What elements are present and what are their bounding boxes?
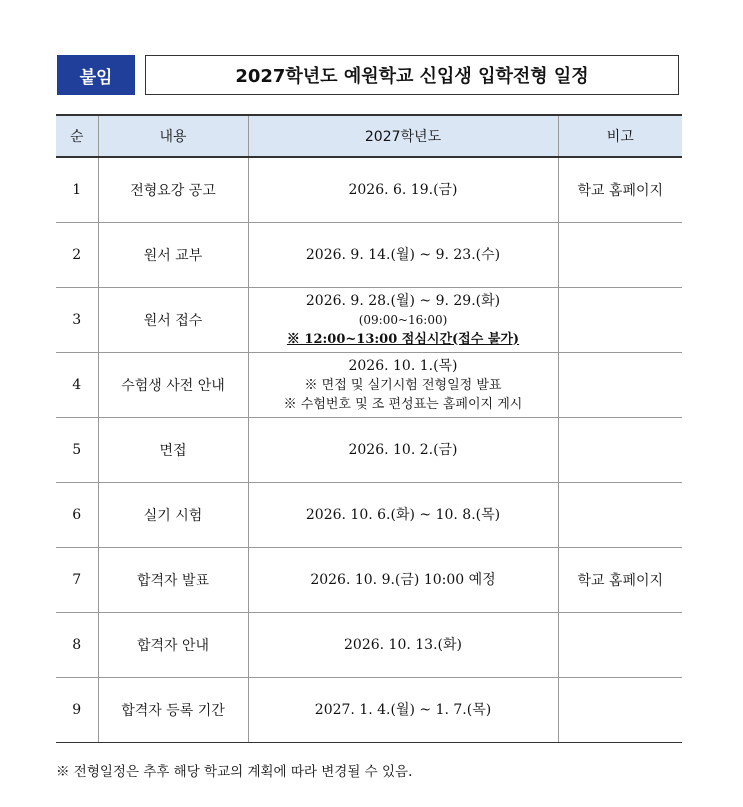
time-range: (09:00~16:00) xyxy=(358,312,448,327)
date-line: 2026. 10. 6.(화) ~ 10. 8.(목) xyxy=(305,506,501,523)
row-note xyxy=(558,613,682,678)
date-line: 2026. 9. 28.(월) ~ 9. 29.(화) xyxy=(305,292,501,309)
row-note xyxy=(558,353,682,418)
row-date xyxy=(248,288,558,353)
table-row xyxy=(56,613,682,678)
row-note xyxy=(558,418,682,483)
row-note xyxy=(558,223,682,288)
table-row xyxy=(56,223,682,288)
document-title: 2027학년도 예원학교 신입생 입학전형 일정 xyxy=(145,55,679,95)
header-date: 2027학년도 xyxy=(248,115,558,157)
row-no: 3 xyxy=(56,288,98,353)
row-date xyxy=(248,353,558,418)
table-row xyxy=(56,288,682,353)
header-no: 순 xyxy=(56,115,98,157)
table-row xyxy=(56,678,682,743)
row-no: 9 xyxy=(56,678,98,743)
row-item: 원서 접수 xyxy=(98,288,248,353)
header-item: 내용 xyxy=(98,115,248,157)
table-row xyxy=(56,157,682,223)
row-no: 4 xyxy=(56,353,98,418)
row-item: 합격자 등록 기간 xyxy=(98,678,248,743)
schedule-table xyxy=(56,114,682,743)
row-no: 6 xyxy=(56,483,98,548)
lunch-note: ※ 12:00~13:00 점심시간(접수 불가) xyxy=(286,331,520,347)
table-row xyxy=(56,483,682,548)
date-line: 2027. 1. 4.(월) ~ 1. 7.(목) xyxy=(314,701,492,718)
row-no: 1 xyxy=(56,157,98,223)
footnote: ※ 전형일정은 추후 해당 학교의 계획에 따라 변경될 수 있음. xyxy=(56,764,413,780)
row-note xyxy=(558,483,682,548)
row-date xyxy=(248,223,558,288)
date-line: 2026. 10. 1.(목) xyxy=(348,357,458,374)
table-row xyxy=(56,548,682,613)
row-note xyxy=(558,678,682,743)
row-item: 수험생 사전 안내 xyxy=(98,353,248,418)
row-note xyxy=(558,288,682,353)
date-line: 2026. 6. 19.(금) xyxy=(348,181,458,198)
notice-line: ※ 수험번호 및 조 편성표는 홈페이지 게시 xyxy=(283,396,523,412)
date-line: 2026. 10. 9.(금) 10:00 예정 xyxy=(310,571,496,588)
date-line: 2026. 9. 14.(월) ~ 9. 23.(수) xyxy=(305,246,501,263)
header-note: 비고 xyxy=(558,115,682,157)
row-item: 전형요강 공고 xyxy=(98,157,248,223)
row-date xyxy=(248,613,558,678)
row-item: 원서 교부 xyxy=(98,223,248,288)
row-date xyxy=(248,418,558,483)
row-note: 학교 홈페이지 xyxy=(558,157,682,223)
row-date xyxy=(248,483,558,548)
row-no: 8 xyxy=(56,613,98,678)
row-date xyxy=(248,157,558,223)
row-item: 합격자 발표 xyxy=(98,548,248,613)
row-item: 실기 시험 xyxy=(98,483,248,548)
row-item: 합격자 안내 xyxy=(98,613,248,678)
row-item: 면접 xyxy=(98,418,248,483)
date-line: 2026. 10. 2.(금) xyxy=(348,441,458,458)
table-row xyxy=(56,418,682,483)
table-header-row xyxy=(56,115,682,157)
notice-line: ※ 면접 및 실기시험 전형일정 발표 xyxy=(304,377,502,393)
row-date xyxy=(248,548,558,613)
row-no: 5 xyxy=(56,418,98,483)
document-header xyxy=(57,55,679,95)
attachment-badge: 붙임 xyxy=(57,55,135,95)
row-note: 학교 홈페이지 xyxy=(558,548,682,613)
row-date xyxy=(248,678,558,743)
row-no: 7 xyxy=(56,548,98,613)
date-line: 2026. 10. 13.(화) xyxy=(344,636,462,653)
row-no: 2 xyxy=(56,223,98,288)
table-row xyxy=(56,353,682,418)
